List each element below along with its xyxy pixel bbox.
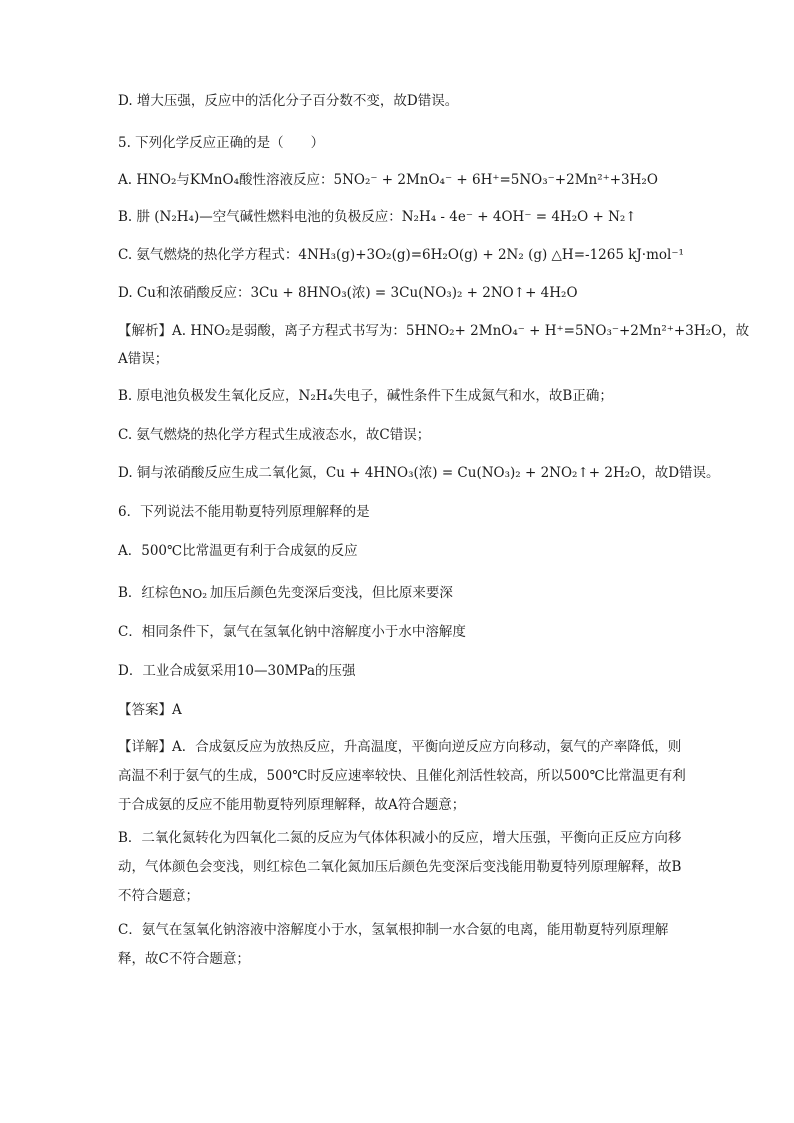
question-6-option-b — [118, 583, 453, 603]
question-5-option-d: D. Cu和浓硝酸反应：3Cu + 8HNO₃(浓) = 3Cu(NO₃)₂ + 2NO↑+ 4H₂O — [118, 285, 578, 301]
question-5-stem: 5. 下列化学反应正确的是（ ） — [118, 135, 325, 151]
question-6-option-b-suffix: 加压后颜色先变深后变浅，但比原来要深 — [209, 585, 453, 601]
question-6-option-a: A．500℃比常温更有利于合成氨的反应 — [118, 543, 358, 559]
question-6-option-c: C．相同条件下，氯气在氢氧化钠中溶解度小于水中溶解度 — [118, 624, 466, 640]
question-6-explanation-b: B．二氧化氮转化为四氧化二氮的反应为气体体积减小的反应，增大压强，平衡向正反应方向移动，气体颜色会变浅，则红棕色二氧化氮加压后颜色先变深后变浅能用勒夏特列原理解释，故B不符合题意； — [118, 830, 682, 904]
question-5-option-a: A. HNO₂与KMnO₄酸性溶液反应：5NO₂⁻ + 2MnO₄⁻ + 6H⁺=5NO₃⁻+2Mn²⁺+3H₂O — [118, 172, 658, 188]
question-6-explanation-c: C．氨气在氢氧化钠溶液中溶解度小于水，氢氧根抑制一水合氨的电离，能用勒夏特列原理解释，故C不符合题意； — [118, 922, 669, 967]
question-5-explanation-d: D. 铜与浓硝酸反应生成二氧化氮，Cu + 4HNO₃(浓) = Cu(NO₃)₂ + 2NO₂↑+ 2H₂O，故D错误。 — [118, 465, 720, 481]
question-5-explanation-b: B. 原电池负极发生氧化反应，N₂H₄失电子，碱性条件下生成氮气和水，故B正确； — [118, 388, 613, 404]
question-6-explanation-a: 【详解】A．合成氨反应为放热反应，升高温度，平衡向逆反应方向移动，氨气的产率降低，则高温不利于氨气的生成，500℃时反应速率较快、且催化剂活性较高，所以500℃比常温更有利于合成氨的反应不能用勒夏特列原理解释，故A符合题意； — [118, 739, 686, 813]
question-5-explanation-a-line2: A错误； — [118, 351, 169, 367]
no2-formula-text: NO₂ — [181, 587, 208, 601]
question-6-answer: 【答案】A — [118, 702, 182, 718]
question-6-option-d: D．工业合成氨采用10—30MPa的压强 — [118, 663, 356, 679]
question-5-option-c: C. 氨气燃烧的热化学方程式：4NH₃(g)+3O₂(g)=6H₂O(g) + 2N₂ (g) △H=-1265 kJ·mol⁻¹ — [118, 247, 684, 263]
question-5-explanation-a-line1: 【解析】A. HNO₂是弱酸，离子方程式书写为：5HNO₂+ 2MnO₄⁻ + H⁺=5NO₃⁻+2Mn²⁺+3H₂O，故 — [118, 323, 750, 339]
question-6-stem: 6．下列说法不能用勒夏特列原理解释的是 — [118, 504, 370, 520]
prev-option-d-explanation: D. 增大压强，反应中的活化分子百分数不变，故D错误。 — [118, 93, 459, 109]
question-5-option-b: B. 肼 (N₂H₄)—空气碱性燃料电池的负极反应：N₂H₄ - 4e⁻ + 4OH⁻ = 4H₂O + N₂↑ — [118, 209, 637, 225]
question-6-option-b-prefix: B．红棕色 — [118, 585, 182, 601]
question-5-explanation-c: C. 氨气燃烧的热化学方程式生成液态水，故C错误； — [118, 427, 431, 443]
